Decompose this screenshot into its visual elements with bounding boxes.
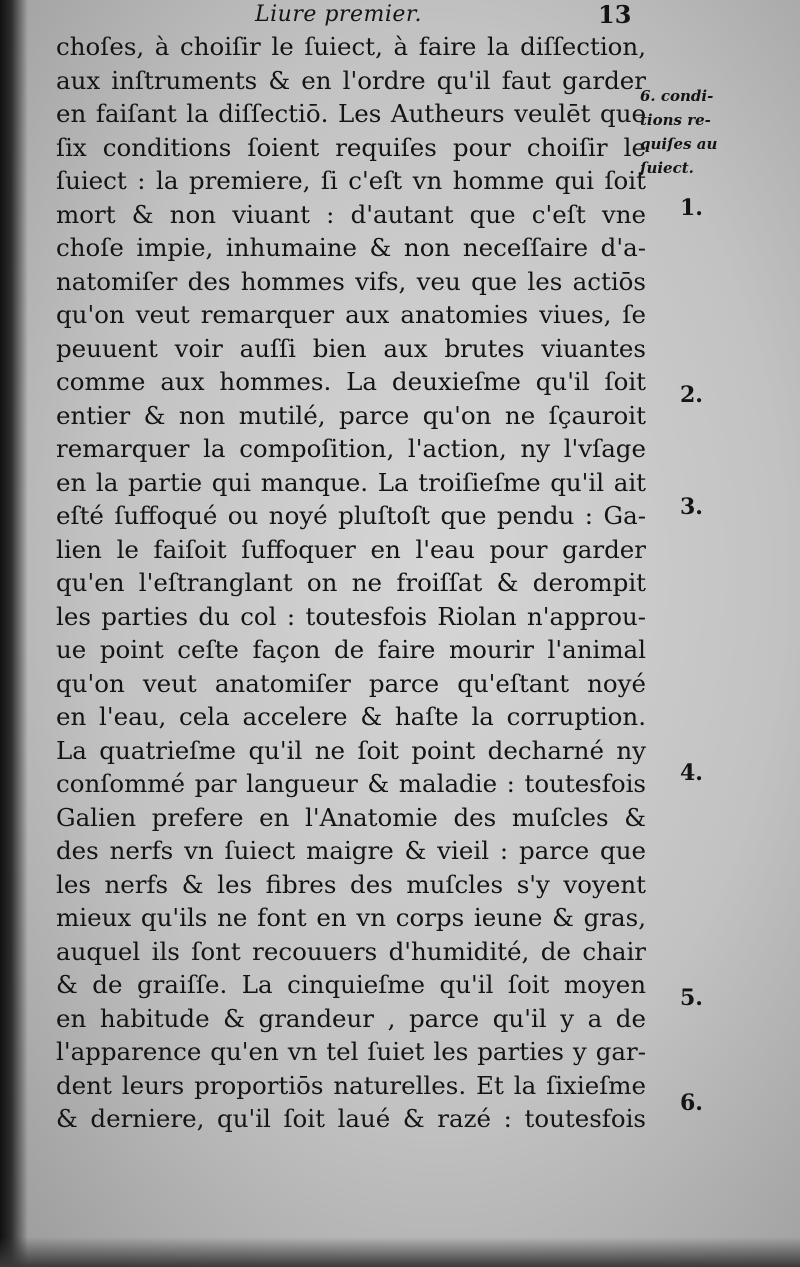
margin-number-1: 1. xyxy=(680,195,703,221)
text-line: en habitude & grandeur , parce qu'il y a de xyxy=(56,1003,646,1033)
text-line: lien le faiſoit ſuffoquer en l'eau pour garder xyxy=(56,534,646,564)
page-gutter-shadow xyxy=(0,0,28,1267)
text-line: eſté ſuffoqué ou noyé pluſtoſt que pendu : Ga- xyxy=(56,501,646,530)
text-line: entier & non mutilé, parce qu'on ne ſçauroit xyxy=(56,400,646,430)
margin-number-4: 4. xyxy=(680,760,703,786)
margin-number-6: 6. xyxy=(680,1090,703,1116)
marginal-note-line: tions re- xyxy=(640,111,711,129)
text-line: & de graiſſe. La cinquieſme qu'il ſoit moyen xyxy=(56,970,646,999)
text-line: & derniere, qu'il ſoit laué & razé : toutesfois xyxy=(56,1104,646,1133)
text-line: aux inſtruments & en l'ordre qu'il faut garder xyxy=(56,65,646,95)
text-line: mort & non viuant : d'autant que c'eſt vne xyxy=(56,199,646,229)
text-line: Galien prefere en l'Anatomie des muſcles & xyxy=(56,802,646,832)
page-bottom-shadow xyxy=(0,1237,800,1267)
text-line: en l'eau, cela accelere & haſte la corruption. xyxy=(56,702,646,731)
text-line: qu'on veut remarquer aux anatomies viues, ſe xyxy=(56,300,646,329)
running-head: Liure premier. xyxy=(255,2,422,27)
text-line: mieux qu'ils ne font en vn corps ieune & gras, xyxy=(56,903,646,932)
text-line: natomiſer des hommes vifs, veu que les actiōs xyxy=(56,266,646,296)
text-line: les parties du col : toutesfois Riolan n'approu- xyxy=(56,601,646,631)
marginal-note-line: quiſes au xyxy=(640,135,718,153)
text-line: en faiſant la diſſectiō. Les Autheurs veulēt que xyxy=(56,99,646,128)
page-number: 13 xyxy=(598,0,632,29)
text-line: qu'en l'eſtranglant on ne froiſſat & derompit xyxy=(56,568,646,597)
text-line: peuuent voir auſſi bien aux brutes viuantes xyxy=(56,333,646,363)
text-line: auquel ils ſont recouuers d'humidité, de chair xyxy=(56,936,646,966)
margin-number-5: 5. xyxy=(680,985,703,1011)
text-line: choſe impie, inhumaine & non neceſſaire d'a- xyxy=(56,233,646,262)
text-line: les nerfs & les fibres des muſcles s'y voyent xyxy=(56,869,646,899)
text-line: choſes, à choiſir le ſuiect, à faire la diſſection, xyxy=(56,32,646,61)
text-line: remarquer la compoſition, l'action, ny l'vſage xyxy=(56,434,646,463)
text-line: La quatrieſme qu'il ne ſoit point decharné ny xyxy=(56,735,646,765)
text-line: ſuiect : la premiere, ſi c'eſt vn homme qui ſoit xyxy=(56,166,646,195)
marginal-note-line: ſuiect. xyxy=(640,159,694,177)
text-line: comme aux hommes. La deuxieſme qu'il ſoit xyxy=(56,367,646,396)
text-line: qu'on veut anatomiſer parce qu'eſtant noyé xyxy=(56,668,646,698)
text-line: conſommé par langueur & maladie : toutesfois xyxy=(56,769,646,798)
text-line: dent leurs proportiōs naturelles. Et la ſixieſme xyxy=(56,1070,646,1100)
text-line: ue point ceſte façon de faire mourir l'animal xyxy=(56,635,646,664)
text-line: en la partie qui manque. La troiſieſme qu'il ait xyxy=(56,467,646,497)
marginal-note xyxy=(640,84,750,180)
body-text xyxy=(56,30,646,1136)
marginal-note-line: 6. condi- xyxy=(640,87,714,105)
margin-number-2: 2. xyxy=(680,382,703,408)
text-line: des nerfs vn ſuiect maigre & vieil : parce que xyxy=(56,836,646,865)
text-line: ſix conditions ſoient requiſes pour choiſir le xyxy=(56,132,646,162)
text-line: l'apparence qu'en vn tel ſuiet les parties y gar- xyxy=(56,1037,646,1066)
margin-number-3: 3. xyxy=(680,494,703,520)
